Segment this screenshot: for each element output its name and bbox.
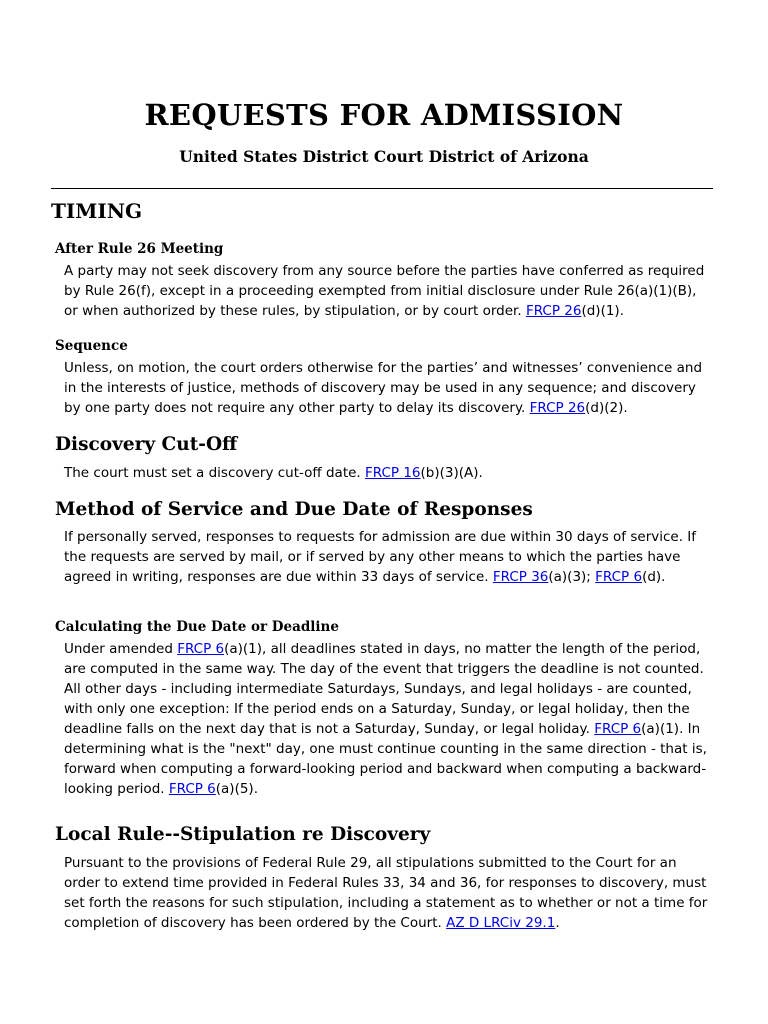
frcp-6-a5-link[interactable]: FRCP 6 xyxy=(168,781,216,797)
frcp-26-d1-link[interactable]: FRCP 26 xyxy=(525,303,582,319)
sequence-text: Unless, on motion, the court orders otherwise for the parties’ and witnesses’ convenience and in the interests of justice, methods of discovery may be used in any sequence; and discovery by one party does not require any other party to delay its discovery. xyxy=(64,360,703,416)
local-rule-text: Pursuant to the provisions of Federal Rule 29, all stipulations submitted to the Court for an order to extend time provided in Federal Rules 33, 34 and 36, for responses to discovery, must set forth the reasons for such stipulation, including a statement as to whether or not a time for completion of discovery has been ordered by the Court. xyxy=(64,855,708,931)
local-rule-paragraph xyxy=(64,853,714,933)
discovery-cutoff-tail: (b)(3)(A). xyxy=(420,465,483,481)
service-tail: (d). xyxy=(642,569,666,585)
calculating-text-2: (a)(1). In determining what is the "next" day, one must continue counting in the same direction - that is, forward when computing a forward-looking period and backward when computing a backward-looking period. xyxy=(64,721,707,797)
calculating-pre: Under amended xyxy=(64,641,178,657)
local-rule-tail: . xyxy=(555,915,560,931)
discovery-cutoff-text: The court must set a discovery cut-off date. xyxy=(64,465,366,481)
sequence-heading: Sequence xyxy=(55,338,128,354)
timing-heading: TIMING xyxy=(51,199,143,223)
title-divider xyxy=(51,188,713,189)
after-rule-26-paragraph xyxy=(64,261,714,321)
frcp-16-link[interactable]: FRCP 16 xyxy=(365,465,421,481)
service-paragraph xyxy=(64,527,714,587)
frcp-36-link[interactable]: FRCP 36 xyxy=(492,569,549,585)
discovery-cutoff-paragraph xyxy=(64,463,714,483)
sequence-tail: (d)(2). xyxy=(585,400,628,416)
service-mid: (a)(3); xyxy=(548,569,596,585)
after-rule-26-tail: (d)(1). xyxy=(581,303,624,319)
frcp-6-d-link[interactable]: FRCP 6 xyxy=(595,569,643,585)
frcp-6-a1-link[interactable]: FRCP 6 xyxy=(177,641,225,657)
frcp-26-d2-link[interactable]: FRCP 26 xyxy=(529,400,586,416)
az-d-lrciv-link[interactable]: AZ D LRCiv 29.1 xyxy=(446,915,556,931)
document-title: REQUESTS FOR ADMISSION xyxy=(144,98,624,132)
calculating-tail: (a)(5). xyxy=(215,781,258,797)
discovery-cutoff-heading: Discovery Cut-Off xyxy=(55,434,238,455)
calculating-text-1: (a)(1), all deadlines stated in days, no matter the length of the period, are computed in the same way. The day of the event that triggers the deadline is not counted. All other days - including intermediate Saturdays, Sundays, and legal holidays - are counted, with only one exception: If the period ends on a Saturday, Sunday, or legal holiday, then the deadline falls on the next day that is not a Saturday, Sunday, or legal holiday. xyxy=(64,641,704,737)
sequence-paragraph xyxy=(64,358,714,418)
calculating-heading: Calculating the Due Date or Deadline xyxy=(55,619,339,635)
document-subtitle: United States District Court District of Arizona xyxy=(179,147,589,166)
service-heading: Method of Service and Due Date of Responses xyxy=(55,499,533,520)
service-text: If personally served, responses to requests for admission are due within 30 days of service. If the requests are served by mail, or if served by any other means to which the parties have agreed in writing, responses are due within 33 days of service. xyxy=(64,529,697,585)
local-rule-heading: Local Rule--Stipulation re Discovery xyxy=(55,824,431,845)
calculating-paragraph xyxy=(64,639,714,799)
after-rule-26-heading: After Rule 26 Meeting xyxy=(55,241,224,257)
after-rule-26-text: A party may not seek discovery from any source before the parties have conferred as required by Rule 26(f), except in a proceeding exempted from initial disclosure under Rule 26(a)(1)(B), or when authorized by these rules, by stipulation, or by court order. xyxy=(64,263,705,319)
frcp-6-a1-second-link[interactable]: FRCP 6 xyxy=(594,721,642,737)
